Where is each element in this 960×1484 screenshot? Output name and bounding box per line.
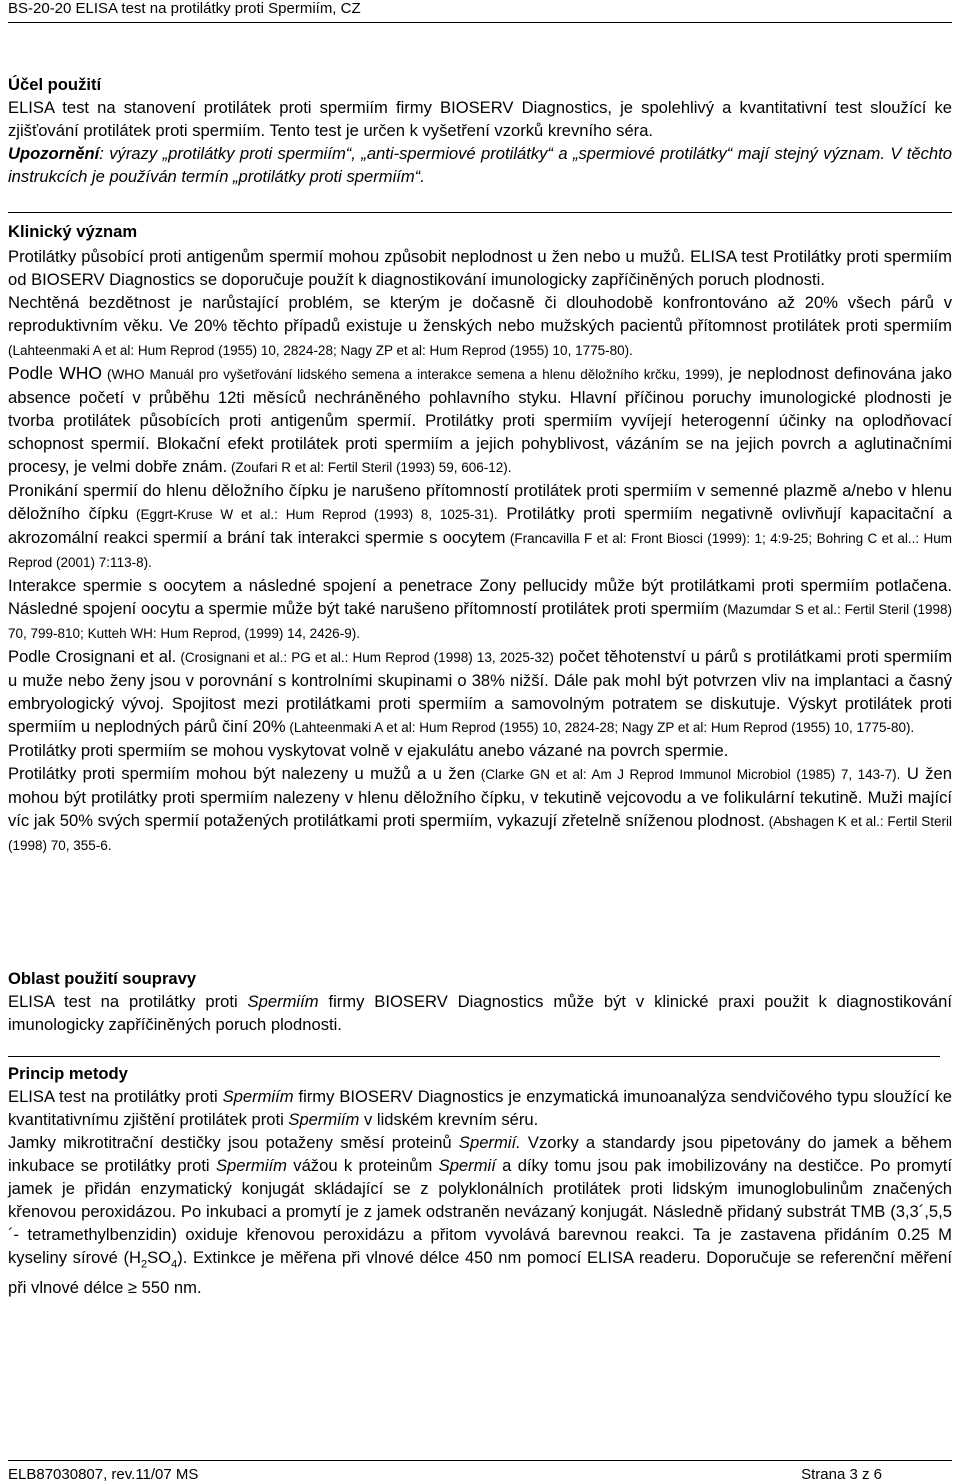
princip-p2-it2: Spermiím	[215, 1156, 287, 1175]
section-klinicky	[8, 220, 952, 857]
klinicky-p8-text: Protilátky proti spermiím mohou být nalezeny u mužů a u žen	[8, 764, 476, 783]
klinicky-p4-ref2: (Francavilla F et al: Front Biosci (1999): 1; 4:9-25; Bohring C et al..: Hum Reprod (2001) 7:113-8).	[8, 531, 952, 570]
klinicky-p8-ref: (Clarke GN et al: Am J Reprod Immunol Microbiol (1985) 7, 143-7).	[475, 767, 901, 782]
klinicky-p3-text: je neplodnost definována jako absence početí v průběhu 12ti měsíců nechráněného pohlavního styku. Hlavní příčinou poruchy imunologické plodnosti je tvorba protilátek působících proti antigenům spermií. Protilátky proti spermiím vyvíjejí heterogenní účinky na oplodňovací schopnost spermií. Blokační efekt protilátek proti spermiím a jejich pohyblivost, vázáním se na jejich povrch a aglutinačními procesy, je velmi dobře znám.	[8, 364, 952, 476]
klinicky-p2-text: Nechtěná bezdětnost je narůstající problém, se kterým je dočasně či dlouhodobě konfrontováno až 20% všech párů v reproduktivním věku. Ve 20% těchto případů existuje u ženských nebo mužských pacientů přítomnost protilátek proti spermiím	[8, 293, 952, 335]
klinicky-p6-ref2: (Lahteenmaki A et al: Hum Reprod (1955) 10, 2824-28; Nagy ZP et al: Hum Reprod (1955) 10, 1775-80).	[285, 720, 915, 735]
princip-p2-it: Spermií.	[458, 1133, 521, 1152]
oblast-paragraph	[8, 990, 952, 1036]
section-heading-princip: Princip metody	[8, 1064, 128, 1083]
footer-rule	[8, 1460, 952, 1461]
klinicky-p4-text: Pronikání spermií do hlenu děložního čípku je narušeno přítomností protilátek proti spermiím v semenné plazmě a/nebo v hlenu děložního čípku	[8, 481, 952, 523]
princip-p2-a: Jamky mikrotitrační destičky jsou potaženy směsí proteinů	[8, 1133, 459, 1152]
footer-page-number: Strana 3 z 6	[801, 1466, 882, 1483]
klinicky-p3-ref: (WHO Manuál pro vyšetřování lidského semena a interakce semena a hlenu děložního krčku, 1999),	[102, 367, 723, 382]
klinicky-p4	[8, 479, 952, 574]
ucel-paragraph: ELISA test na stanovení protilátek proti spermiím firmy BIOSERV Diagnostics, je spolehlivý a kvantitativní test sloužící ke zjišťování protilátek proti spermiím. Tento test je určen k vyšetření vzorků krevního séra.	[8, 98, 952, 140]
section-ucel	[8, 73, 952, 188]
running-header: BS-20-20 ELISA test na protilátky proti Spermiím, CZ	[8, 0, 361, 17]
princip-p1-b: firmy BIOSERV Diagnostics je enzymatická imunoanalýza sendvičového typu sloužící ke kvantitativnímu zjištění protilátek proti	[8, 1087, 952, 1129]
klinicky-p1: Protilátky působící proti antigenům spermií mohou způsobit neplodnost u žen nebo u mužů. ELISA test Protilátky proti spermiím od BIOSERV Diagnostics se doporučuje použít k diagnostikování imunologicky zapříčiněných poruch plodnosti.	[8, 247, 952, 289]
note-label: Upozornění	[8, 144, 100, 163]
klinicky-p7: Protilátky proti spermiím se mohou vyskytovat volně v ejakulátu anebo vázané na povrch spermie.	[8, 741, 729, 760]
footer-doc-code: ELB87030807, rev.11/07 MS	[8, 1466, 199, 1483]
ucel-note	[8, 142, 952, 188]
oblast-italic: Spermiím	[247, 992, 319, 1011]
klinicky-p5-ref: (Mazumdar S et al.: Fertil Steril (1998) 70, 799-810; Kutteh WH: Hum Reprod, (1999) 14, 2426-9).	[8, 602, 952, 641]
princip-p2-e: SO	[147, 1248, 172, 1267]
klinicky-p8	[8, 762, 952, 857]
klinicky-p3-lead: Podle WHO	[8, 363, 103, 383]
header-rule	[8, 22, 952, 23]
princip-p2-it3: Spermií	[438, 1156, 496, 1175]
subscript-2: 2	[141, 1258, 148, 1271]
klinicky-p3	[8, 362, 952, 479]
section-oblast	[8, 967, 952, 1036]
princip-p2	[8, 1131, 952, 1299]
klinicky-p8-ref2: (Abshagen K et al.: Fertil Steril (1998) 70, 355-6.	[8, 814, 952, 853]
klinicky-p6	[8, 645, 952, 739]
princip-p2-f: ). Extinkce je měřena při vlnové délce 450 nm pomocí ELISA readeru. Doporučuje se referenční měření při vlnové délce ≥ 550 nm.	[8, 1248, 953, 1298]
note-text: : výrazy „protilátky proti spermiím“, „anti-spermiové protilátky“ a „spermiové protilátky“ mají stejný význam. V těchto instrukcích je používán termín „protilátky proti spermiím“.	[8, 144, 952, 186]
section-princip	[8, 1062, 952, 1299]
klinicky-p6-lead: Podle Crosignani et al.	[8, 647, 177, 666]
klinicky-p3-ref2: (Zoufari R et al: Fertil Steril (1993) 59, 606-12).	[227, 460, 512, 475]
klinicky-p2-ref: (Lahteenmaki A et al: Hum Reprod (1955) 10, 2824-28; Nagy ZP et al: Hum Reprod (1955) 10, 1775-80).	[8, 343, 633, 358]
princip-p1-it: Spermiím	[222, 1087, 294, 1106]
subscript-4: 4	[171, 1258, 178, 1271]
oblast-text-b: firmy BIOSERV Diagnostics může být v klinické praxi použit k diagnostikování imunologicky zapříčiněných poruch plodnosti.	[8, 992, 952, 1034]
section-rule	[8, 212, 952, 213]
princip-p1-a: ELISA test na protilátky proti	[8, 1087, 223, 1106]
princip-p1-c: v lidském krevním séru.	[359, 1110, 539, 1129]
klinicky-p4-ref: (Eggrt-Kruse W et al.: Hum Reprod (1993) 8, 1025-31).	[128, 507, 498, 522]
klinicky-p8-text2: U žen mohou být protilátky proti spermiím nalezeny v hlenu děložního čípku, v tekutině vejcovodu a ve folikulární tekutině. Muži mající víc jak 50% svých spermií potažených protilátkami proti spermiím, vykazují zřetelně sníženou plodnost.	[8, 764, 952, 830]
princip-p2-c: vážou k proteinům	[286, 1156, 439, 1175]
section-rule-short	[8, 1056, 940, 1057]
klinicky-p5-text: Interakce spermie s oocytem a následné spojení a penetrace Zony pellucidy může být protilátkami proti spermiím potlačena. Následné spojení oocytu a spermie může být také narušeno přítomností protilátek proti spermiím	[8, 576, 952, 618]
klinicky-p5	[8, 574, 952, 645]
klinicky-p6-ref: (Crosignani et al.: PG et al.: Hum Reprod (1998) 13, 2025-32)	[176, 650, 554, 665]
klinicky-p2	[8, 291, 952, 362]
oblast-text-a: ELISA test na protilátky proti	[8, 992, 248, 1011]
princip-p1	[8, 1085, 952, 1131]
princip-p2-d: a díky tomu jsou pak imobilizovány na destičce. Po promytí jamek je přidán enzymatický konjugát skládající se z polyklonálních protilátek proti lidským imunoglobulinům značených křenovou peroxidázou. Po inkubaci a promytí je z jamek odstraněn nevázaný konjugát. Následně přidaný substrát TMB (3,3´,5,5´- tetramethylbenzidin) oxiduje křenovou peroxidázu a přitom vyvolává barevnou reakci. Ta je zastavena přidáním 0.25 M kyseliny sírové (H	[8, 1156, 953, 1267]
section-heading-klinicky: Klinický význam	[8, 222, 138, 241]
section-heading-oblast: Oblast použití soupravy	[8, 969, 197, 988]
princip-p1-it2: Spermiím	[288, 1110, 360, 1129]
princip-p2-b: Vzorky a standardy jsou pipetovány do jamek a během inkubace se protilátky proti	[8, 1133, 953, 1175]
section-heading-ucel: Účel použití	[8, 75, 102, 94]
klinicky-p4-text2: Protilátky proti spermiím negativně ovlivňují kapacitační a akrozomální reakci spermií a brání tak interakci spermie s oocytem	[8, 504, 952, 547]
klinicky-p6-text: počet těhotenství u párů s protilátkami proti spermiím u muže nebo ženy jsou v porovnání s kontrolními skupinami o 38% nižší. Dále pak mohl být potvrzen vliv na implantaci a časný embryologický vývoj. Spojitost mezi protilátkami proti spermiím a samovolným potratem se diskutuje. Výskyt protilátek proti spermiím u neplodných párů činí 20%	[8, 647, 953, 736]
